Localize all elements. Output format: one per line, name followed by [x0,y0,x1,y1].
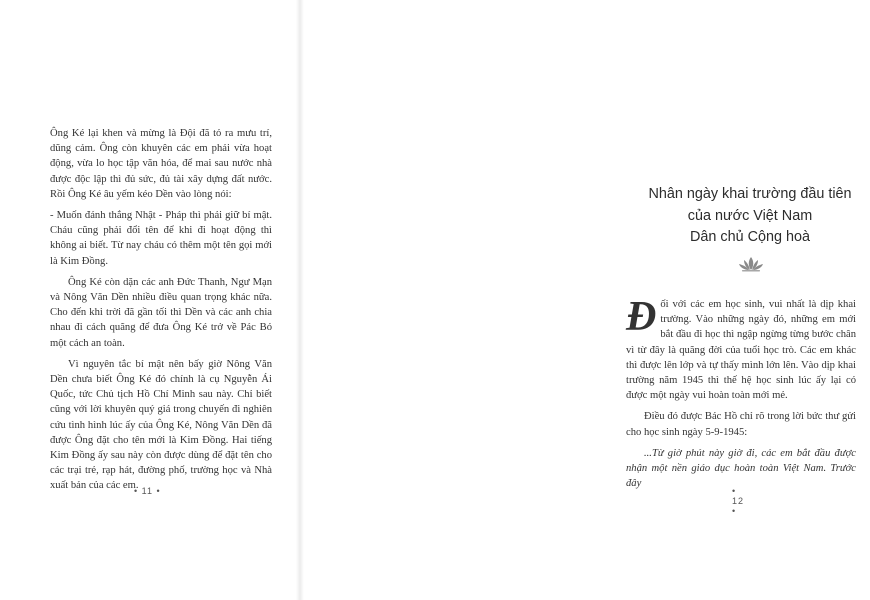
lotus-ornament-icon [738,256,764,272]
paragraph-dialogue: - Muốn đánh thắng Nhật - Pháp thì phải giữ bí mật. Cháu cũng phải đổi tên để khi đi hoạt động thì không ai biết. Từ nay cháu có thêm một tên gọi mới là Kim Đồng. [50,210,272,267]
chapter-title-line: Nhân ngày khai trường đầu tiên [648,186,852,202]
right-page-body [626,294,856,497]
paragraph: Vì nguyên tắc bí mật nên bấy giờ Nông Văn Dền chưa biết Ông Ké đó chính là cụ Nguyễn Ái Quốc, tức Chủ tịch Hồ Chí Minh sau này. Chỉ biết cũng với lời khuyên quý giá trong chuyến đi nghiên cứu tình hình lúc ấy của Ông Ké, Nông Văn Dền đã được Ông đặt cho tên mới là Kim Đồng. Hai tiếng Kim Đồng ấy sau này còn được dùng để đặt tên cho các trại trẻ, rạp hát, đường phố, trường học và Nhà xuất bản của các em. [50,358,272,492]
left-page-body [50,126,272,500]
left-page [0,0,300,600]
paragraph: Ông Ké còn dặn các anh Đức Thanh, Ngư Mạn và Nông Văn Dền nhiều điều quan trọng khác nữa. Cho đến khi trời đã gần tối thì Dền và các anh chia nhau đi cách quãng để đưa Ông Ké trở về Pác Bó một cách an toàn. [50,276,272,349]
right-page [300,0,856,600]
page-number-left: • 11 • [134,486,161,496]
paragraph: Ông Ké lại khen và mừng là Đội đã tỏ ra mưu trí, dũng cảm. Ông còn khuyên các em phải vừa hoạt động, vừa lo học tập văn hóa, để mai sau nước nhà được độc lập thì đủ sức, đủ tài xây dựng đất nước. Rồi Ông Ké âu yếm kéo Dền vào lòng nói: [50,128,272,200]
paragraph-lead [626,294,856,403]
paragraph-lead-text: ối với các em học sinh, vui nhất là dịp khai trường. Vào những ngày đó, những em mới bắt đầu đi học thì ngập ngừng từng bước chân vì từ đây là quãng đời của tuổi học trò. Các em khác thì được lên lớp và tự thấy mình lớn lên. Vào dịp khai trường năm 1945 thì thế hệ học sinh lúc ấy lại có được một ngày vui hoàn toàn mới mẻ. [626,299,856,402]
chapter-title-line: của nước Việt Nam [687,207,813,224]
chapter-title [630,184,870,249]
paragraph: Điều đó được Bác Hồ chỉ rõ trong lời bức thư gửi cho học sinh ngày 5-9-1945: [626,411,856,438]
chapter-title-line: Dân chủ Cộng hoà [689,229,810,245]
drop-cap: Đ [626,294,657,340]
page-number-right: • 12 • [732,486,745,516]
paragraph-quote: ...Từ giờ phút này giờ đi, các em bắt đầu được nhận một nền giáo dục hoàn toàn Việt Nam. Trước đây [626,447,856,490]
